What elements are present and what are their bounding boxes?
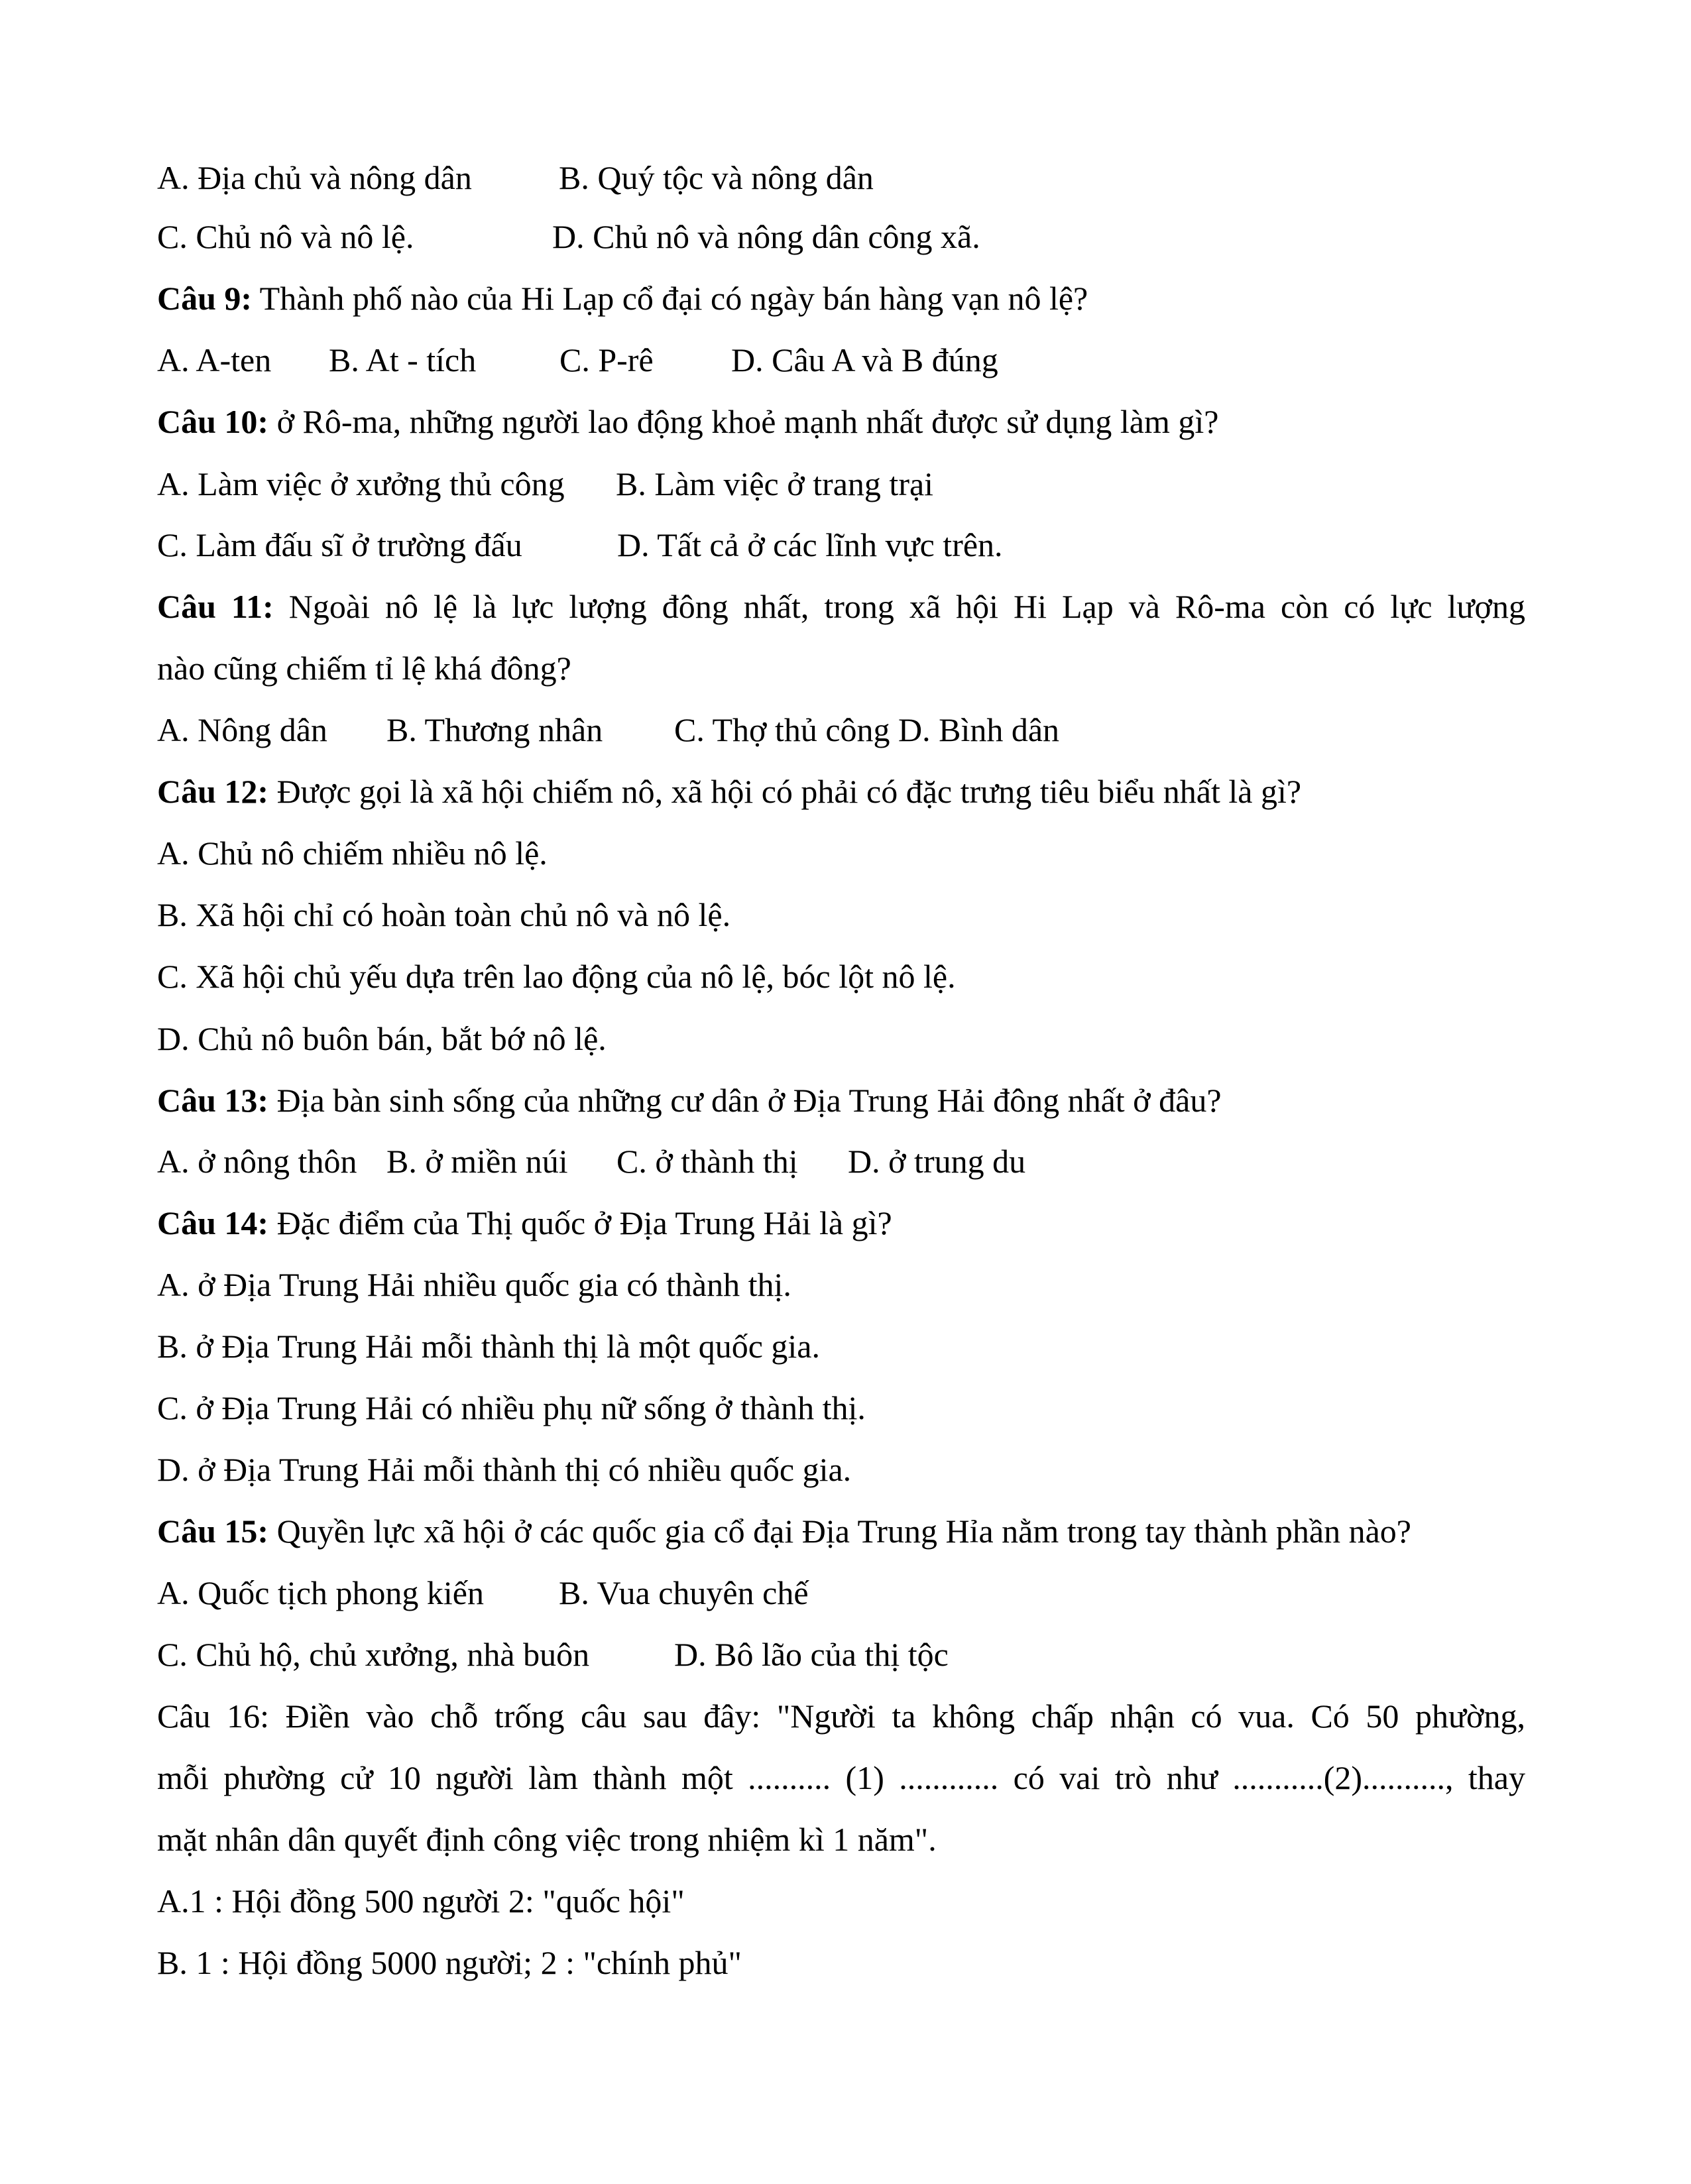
q14-option-a: A. ở Địa Trung Hải nhiều quốc gia có thành thị. [157,1266,791,1303]
q13-label: Câu 13: [157,1082,269,1119]
q13-option-d: D. ở trung du [848,1143,1026,1180]
q9-option-c: C. P-rê [559,341,654,378]
q12-option-b: B. Xã hội chỉ có hoàn toàn chủ nô và nô lệ. [157,896,731,933]
q15-text: Quyền lực xã hội ở các quốc gia cổ đại Địa Trung Hỉa nằm trong tay thành phần nào? [268,1513,1412,1550]
q8-option-c: C. Chủ nô và nô lệ. [157,218,414,255]
q9-label: Câu 9: [157,280,253,317]
q10-label: Câu 10: [157,403,269,440]
q12-option-d: D. Chủ nô buôn bán, bắt bớ nô lệ. [157,1020,607,1057]
q10-option-a: A. Làm việc ở xưởng thủ công [157,465,565,502]
q8-option-a: A. Địa chủ và nông dân [157,159,472,196]
q15-option-b: B. Vua chuyên chế [559,1574,809,1611]
q8-option-d: D. Chủ nô và nông dân công xã. [552,218,980,255]
q9-option-d: D. Câu A và B đúng [731,341,998,378]
q16-option-b: B. 1 : Hội đồng 5000 người; 2 : "chính phủ" [157,1944,742,1981]
q14-label: Câu 14: [157,1204,269,1241]
q12-label: Câu 12: [157,773,269,810]
q15-option-d: D. Bô lão của thị tộc [674,1636,949,1673]
q14-option-d: D. ở Địa Trung Hải mỗi thành thị có nhiều quốc gia. [157,1451,852,1488]
q15-question [157,1511,1411,1551]
q15-option-c: C. Chủ hộ, chủ xưởng, nhà buôn [157,1636,590,1673]
q11-question-line1 [157,587,1525,626]
q12-text: Được gọi là xã hội chiếm nô, xã hội có phải có đặc trưng tiêu biểu nhất là gì? [268,773,1302,810]
q10-option-c: C. Làm đấu sĩ ở trường đấu [157,526,522,563]
q13-question [157,1080,1222,1120]
q12-option-c: C. Xã hội chủ yếu dựa trên lao động của nô lệ, bóc lột nô lệ. [157,958,956,995]
q10-text: ở Rô-ma, những người lao động khoẻ mạnh nhất được sử dụng làm gì? [268,403,1219,440]
q12-question [157,772,1301,811]
q14-text: Đặc điểm của Thị quốc ở Địa Trung Hải là gì? [268,1204,892,1241]
q12-option-a: A. Chủ nô chiếm nhiều nô lệ. [157,834,548,872]
q8-option-b: B. Quý tộc và nông dân [559,159,874,196]
q13-option-b: B. ở miền núi [386,1143,568,1180]
q9-question [157,278,1088,318]
q14-option-b: B. ở Địa Trung Hải mỗi thành thị là một quốc gia. [157,1328,820,1365]
q10-option-d: D. Tất cả ở các lĩnh vực trên. [617,526,1003,563]
q14-question [157,1203,892,1243]
q16-question-line3: mặt nhân dân quyết định công việc trong nhiệm kì 1 năm". [157,1821,937,1858]
q9-text: Thành phố nào của Hi Lạp cổ đại có ngày bán hàng vạn nô lệ? [252,280,1088,317]
q15-option-a: A. Quốc tịch phong kiến [157,1574,484,1611]
q16-question-line2: mỗi phường cử 10 người làm thành một .......... (1) ............ có vai trò như ...........(2).........., thay [157,1759,1525,1796]
q16-option-a: A.1 : Hội đồng 500 người 2: "quốc hội" [157,1882,685,1920]
q15-label: Câu 15: [157,1513,269,1550]
q14-option-c: C. ở Địa Trung Hải có nhiều phụ nữ sống ở thành thị. [157,1389,866,1426]
q11-option-a: A. Nông dân [157,711,327,748]
q11-option-b: B. Thương nhân [386,711,603,748]
q11-text-line1: Ngoài nô lệ là lực lượng đông nhất, trong xã hội Hi Lạp và Rô-ma còn có lực lượng [273,588,1525,625]
q11-label: Câu 11: [157,588,274,625]
q16-question-line1: Câu 16: Điền vào chỗ trống câu sau đây: "Người ta không chấp nhận có vua. Có 50 phường, [157,1697,1525,1735]
q13-option-a: A. ở nông thôn [157,1143,357,1180]
q13-option-c: C. ở thành thị [616,1143,798,1180]
q10-question [157,402,1218,441]
q10-option-b: B. Làm việc ở trang trại [616,465,934,502]
q11-option-c-d: C. Thợ thủ công D. Bình dân [674,711,1060,748]
q9-option-a: A. A-ten [157,341,272,378]
q13-text: Địa bàn sinh sống của những cư dân ở Địa Trung Hải đông nhất ở đâu? [268,1082,1222,1119]
q9-option-b: B. At - tích [329,341,477,378]
q11-question-line2: nào cũng chiếm tỉ lệ khá đông? [157,650,571,687]
